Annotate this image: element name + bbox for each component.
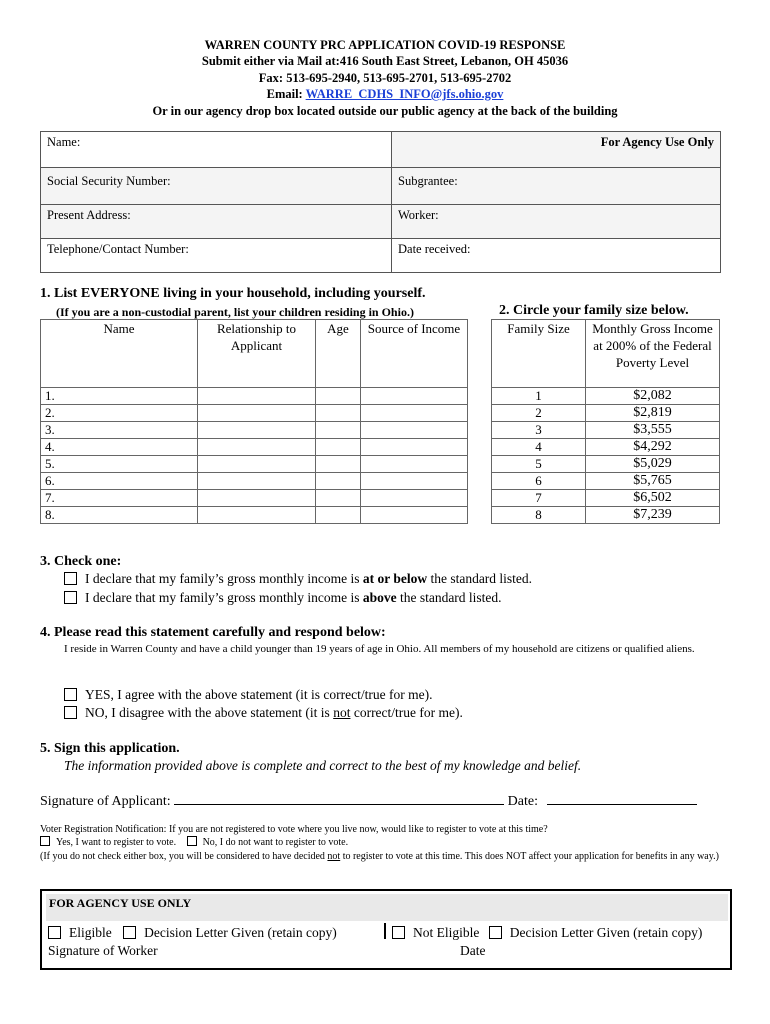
family-size-row[interactable]: 8 $7,239 [492, 507, 720, 524]
household-row[interactable]: 4. [41, 439, 468, 456]
not-eligible-label: Not Eligible [413, 925, 480, 940]
agree-option[interactable]: YES, I agree with the above statement (it is correct/true for me). [64, 687, 433, 703]
date-received-field: Date received: [392, 239, 721, 273]
form-title: WARREN COUNTY PRC APPLICATION COVID-19 RESPONSE [204, 38, 566, 52]
household-row[interactable]: 5. [41, 456, 468, 473]
email-link[interactable]: WARRE_CDHS_INFO@jfs.ohio.gov [305, 87, 504, 101]
signature-label: Signature of Applicant: [40, 794, 175, 809]
section4-title: 4. Please read this statement carefully and respond below: [40, 625, 386, 640]
mail-address: Submit either via Mail at:416 South East Street, Lebanon, OH 45036 [201, 54, 569, 68]
col-income-source: Source of Income [361, 320, 468, 388]
voter-yes-label: Yes, I want to register to vote. [56, 837, 177, 848]
income-below-checkbox[interactable] [64, 572, 77, 585]
worker-signature-label: Signature of Worker [48, 943, 158, 958]
family-size-row[interactable]: 1 $2,082 [492, 388, 720, 405]
family-size-row[interactable]: 5 $5,029 [492, 456, 720, 473]
income-above-option[interactable]: I declare that my family’s gross monthly income is above the standard listed. [64, 590, 502, 606]
household-row[interactable]: 8. [41, 507, 468, 524]
worker-field: Worker: [392, 205, 721, 239]
not-eligible-row [392, 925, 702, 941]
address-field[interactable]: Present Address: [41, 205, 392, 239]
household-row[interactable]: 6. [41, 473, 468, 490]
section2-title: 2. Circle your family size below. [499, 303, 689, 318]
voter-note: (If you do not check either box, you will be considered to have decided not to register to vote at this time. This does NOT affect your application for benefits in any way.) [40, 851, 719, 862]
residency-statement: I reside in Warren County and have a child younger than 19 years of age in Ohio. All members of my household are citizens or qualified aliens. [64, 643, 695, 655]
col-monthly-income: Monthly Gross Income at 200% of the Federal Poverty Level [586, 320, 720, 388]
household-row[interactable]: 2. [41, 405, 468, 422]
applicant-info-table [40, 131, 721, 273]
section1-title: 1. List EVERYONE living in your household, including yourself. [40, 286, 426, 301]
signature-line [40, 792, 697, 810]
col-relationship: Relationship to Applicant [198, 320, 316, 388]
voter-no-label: No, I do not want to register to vote. [202, 837, 349, 848]
family-size-row[interactable]: 6 $5,765 [492, 473, 720, 490]
ssn-field[interactable]: Social Security Number: [41, 168, 392, 205]
phone-field[interactable]: Telephone/Contact Number: [41, 239, 392, 273]
section1-note: (If you are a non-custodial parent, list your children residing in Ohio.) [56, 305, 414, 319]
disagree-option[interactable]: NO, I disagree with the above statement (it is not correct/true for me). [64, 705, 463, 721]
family-size-table [491, 319, 720, 524]
household-row[interactable]: 1. [41, 388, 468, 405]
email-label: Email: [266, 87, 306, 101]
fax-numbers: Fax: 513-695-2940, 513-695-2701, 513-695-2702 [258, 71, 512, 85]
eligible-row [48, 925, 337, 941]
voter-no-checkbox[interactable] [187, 836, 197, 846]
family-size-row[interactable]: 7 $6,502 [492, 490, 720, 507]
household-row[interactable]: 3. [41, 422, 468, 439]
agency-use-heading: For Agency Use Only [392, 132, 721, 168]
signature-date-field[interactable] [547, 792, 697, 805]
section3-title: 3. Check one: [40, 554, 122, 569]
agree-checkbox[interactable] [64, 688, 77, 701]
family-size-row[interactable]: 4 $4,292 [492, 439, 720, 456]
decision-letter-label-1: Decision Letter Given (retain copy) [144, 925, 337, 940]
email-line [0, 86, 770, 103]
voter-notice: Voter Registration Notification: If you are not registered to vote where you live now, would like to register to vote at this time? [40, 824, 548, 835]
family-size-row[interactable]: 2 $2,819 [492, 405, 720, 422]
income-above-checkbox[interactable] [64, 591, 77, 604]
name-field[interactable]: Name: [41, 132, 392, 168]
income-at-or-below-option[interactable]: I declare that my family’s gross monthly income is at or below the standard listed. [64, 571, 532, 587]
voter-options [40, 836, 348, 850]
col-name: Name [41, 320, 198, 388]
decision-letter-label-2: Decision Letter Given (retain copy) [509, 925, 703, 940]
agency-box-title: FOR AGENCY USE ONLY [46, 894, 728, 921]
eligible-checkbox[interactable] [48, 926, 61, 939]
date-label: Date: [504, 794, 542, 809]
certification-text: The information provided above is complete and correct to the best of my knowledge and belief. [64, 758, 582, 773]
decision-letter-checkbox-2[interactable] [489, 926, 502, 939]
dropbox-line: Or in our agency drop box located outside our public agency at the back of the building [152, 104, 618, 118]
disagree-checkbox[interactable] [64, 706, 77, 719]
signature-field[interactable] [174, 792, 504, 805]
household-row[interactable]: 7. [41, 490, 468, 507]
agency-divider [384, 923, 386, 939]
section5-title: 5. Sign this application. [40, 741, 180, 756]
decision-letter-checkbox-1[interactable] [123, 926, 136, 939]
subgrantee-field: Subgrantee: [392, 168, 721, 205]
col-family-size: Family Size [492, 320, 586, 388]
agency-use-box [40, 889, 732, 970]
agency-date-label: Date [460, 943, 486, 958]
not-eligible-checkbox[interactable] [392, 926, 405, 939]
family-size-row[interactable]: 3 $3,555 [492, 422, 720, 439]
eligible-label: Eligible [69, 925, 112, 940]
voter-yes-checkbox[interactable] [40, 836, 50, 846]
household-table [40, 319, 468, 524]
col-age: Age [316, 320, 361, 388]
